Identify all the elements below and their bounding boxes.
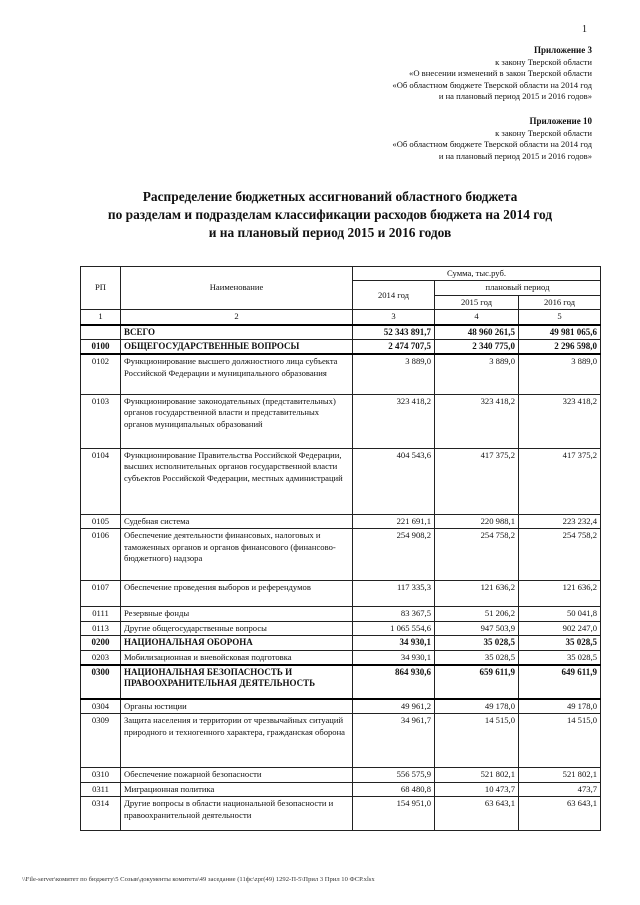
- appendix-10-line: «Об областном бюджете Тверской области на 2014 год: [392, 139, 592, 150]
- row-value-2015: 10 473,7: [435, 782, 519, 796]
- row-value-2014: 864 930,6: [353, 665, 435, 699]
- appendix-3-header: [392, 45, 592, 103]
- row-value-2015: 49 178,0: [435, 699, 519, 714]
- row-code: 0105: [81, 514, 121, 528]
- row-code: 0300: [81, 665, 121, 699]
- row-value-2016: 2 296 598,0: [519, 340, 601, 355]
- row-value-2014: 52 343 891,7: [353, 325, 435, 340]
- row-value-2014: 1 065 554,6: [353, 621, 435, 635]
- column-index: 4: [435, 310, 519, 325]
- table-row: [81, 782, 601, 796]
- appendix-10-header: [392, 116, 592, 162]
- row-value-2016: 63 643,1: [519, 797, 601, 831]
- row-code: 0304: [81, 699, 121, 714]
- row-value-2015: 48 960 261,5: [435, 325, 519, 340]
- row-value-2016: 3 889,0: [519, 354, 601, 394]
- table-row: [81, 340, 601, 355]
- row-value-2016: 50 041,8: [519, 607, 601, 621]
- row-value-2015: 417 375,2: [435, 448, 519, 514]
- row-code: 0107: [81, 581, 121, 607]
- row-code: 0104: [81, 448, 121, 514]
- row-name: Другие вопросы в области национальной безопасности и правоохранительной деятельности: [121, 797, 353, 831]
- table-row: [81, 325, 601, 340]
- row-name: Резервные фонды: [121, 607, 353, 621]
- row-code: 0100: [81, 340, 121, 355]
- row-code: 0203: [81, 650, 121, 665]
- table-row: [81, 529, 601, 581]
- row-value-2014: 221 691,1: [353, 514, 435, 528]
- appendix-10-title: Приложение 10: [529, 116, 592, 126]
- row-value-2015: 323 418,2: [435, 394, 519, 448]
- row-value-2016: 473,7: [519, 782, 601, 796]
- budget-table: [80, 266, 601, 831]
- row-value-2015: 2 340 775,0: [435, 340, 519, 355]
- row-value-2015: 220 988,1: [435, 514, 519, 528]
- row-value-2016: 49 178,0: [519, 699, 601, 714]
- row-value-2014: 117 335,3: [353, 581, 435, 607]
- row-value-2015: 254 758,2: [435, 529, 519, 581]
- table-row: [81, 797, 601, 831]
- column-index: 3: [353, 310, 435, 325]
- row-value-2016: 417 375,2: [519, 448, 601, 514]
- row-value-2015: 14 515,0: [435, 714, 519, 768]
- header-2015: 2015 год: [435, 295, 519, 309]
- row-name: Другие общегосударственные вопросы: [121, 621, 353, 635]
- row-value-2016: 649 611,9: [519, 665, 601, 699]
- table-row: [81, 607, 601, 621]
- table-row: [81, 665, 601, 699]
- row-value-2014: 68 480,8: [353, 782, 435, 796]
- table-body: [81, 325, 601, 831]
- row-name: Обеспечение деятельности финансовых, налоговых и таможенных органов и органов финансового (финансово-бюджетного) надзора: [121, 529, 353, 581]
- column-index-row: [81, 310, 601, 325]
- table-row: [81, 581, 601, 607]
- table-row: [81, 514, 601, 528]
- appendix-3-line: к закону Тверской области: [495, 56, 592, 67]
- header-rp: РП: [81, 267, 121, 310]
- row-code: 0310: [81, 768, 121, 782]
- row-value-2015: 121 636,2: [435, 581, 519, 607]
- table-row: [81, 699, 601, 714]
- header-2016: 2016 год: [519, 295, 601, 309]
- row-value-2015: 521 802,1: [435, 768, 519, 782]
- row-value-2014: 83 367,5: [353, 607, 435, 621]
- row-value-2014: 2 474 707,5: [353, 340, 435, 355]
- column-index: 5: [519, 310, 601, 325]
- row-value-2015: 947 503,9: [435, 621, 519, 635]
- row-name: Судебная система: [121, 514, 353, 528]
- row-name: НАЦИОНАЛЬНАЯ БЕЗОПАСНОСТЬ И ПРАВООХРАНИТЕЛЬНАЯ ДЕЯТЕЛЬНОСТЬ: [121, 665, 353, 699]
- row-value-2016: 35 028,5: [519, 650, 601, 665]
- table-row: [81, 768, 601, 782]
- row-value-2016: 323 418,2: [519, 394, 601, 448]
- row-code: 0314: [81, 797, 121, 831]
- row-code: 0102: [81, 354, 121, 394]
- row-value-2015: 35 028,5: [435, 650, 519, 665]
- row-value-2016: 14 515,0: [519, 714, 601, 768]
- row-value-2015: 35 028,5: [435, 636, 519, 650]
- row-value-2015: 659 611,9: [435, 665, 519, 699]
- row-value-2014: 34 961,7: [353, 714, 435, 768]
- row-code: 0111: [81, 607, 121, 621]
- appendix-10-line: к закону Тверской области: [495, 127, 592, 138]
- file-path-footer: \\File-server\комитет по бюджету\5 Созыв\документы комитета\49 заседание (11фс\zpr(49) 1292-П-5\Прил 3 Прил 10 ФСР.xlsx: [22, 876, 375, 883]
- row-value-2015: 51 206,2: [435, 607, 519, 621]
- header-sum: Сумма, тыс.руб.: [353, 267, 601, 281]
- row-name: Органы юстиции: [121, 699, 353, 714]
- column-index: 1: [81, 310, 121, 325]
- row-value-2016: 121 636,2: [519, 581, 601, 607]
- row-name: ВСЕГО: [121, 325, 353, 340]
- row-name: Защита населения и территории от чрезвычайных ситуаций природного и техногенного характера, гражданская оборона: [121, 714, 353, 768]
- row-name: Обеспечение проведения выборов и референдумов: [121, 581, 353, 607]
- row-value-2014: 154 951,0: [353, 797, 435, 831]
- row-value-2014: 49 961,2: [353, 699, 435, 714]
- appendix-3-line: и на плановый период 2015 и 2016 годов»: [438, 91, 592, 102]
- row-code: [81, 325, 121, 340]
- table-row: [81, 636, 601, 650]
- table-row: [81, 650, 601, 665]
- row-name: Мобилизационная и вневойсковая подготовка: [121, 650, 353, 665]
- row-name: Миграционная политика: [121, 782, 353, 796]
- title-line: по разделам и подразделам классификации расходов бюджета на 2014 год: [107, 207, 553, 222]
- table-row: [81, 714, 601, 768]
- row-value-2014: 404 543,6: [353, 448, 435, 514]
- row-value-2015: 63 643,1: [435, 797, 519, 831]
- header-2014: 2014 год: [353, 281, 435, 310]
- row-code: 0309: [81, 714, 121, 768]
- row-code: 0106: [81, 529, 121, 581]
- row-value-2016: 49 981 065,6: [519, 325, 601, 340]
- row-value-2014: 556 575,9: [353, 768, 435, 782]
- title-line: Распределение бюджетных ассигнований областного бюджета: [142, 189, 518, 204]
- row-name: НАЦИОНАЛЬНАЯ ОБОРОНА: [121, 636, 353, 650]
- appendix-3-line: «О внесении изменений в закон Тверской области: [409, 68, 592, 79]
- row-code: 0311: [81, 782, 121, 796]
- document-title: [60, 188, 600, 242]
- row-value-2014: 34 930,1: [353, 636, 435, 650]
- appendix-3-title: Приложение 3: [533, 45, 592, 55]
- row-name: ОБЩЕГОСУДАРСТВЕННЫЕ ВОПРОСЫ: [121, 340, 353, 355]
- header-planned-period: плановый период: [435, 281, 601, 295]
- table-row: [81, 448, 601, 514]
- row-value-2014: 3 889,0: [353, 354, 435, 394]
- appendix-3-line: «Об областном бюджете Тверской области на 2014 год: [392, 79, 592, 90]
- header-name: Наименование: [121, 267, 353, 310]
- row-value-2014: 323 418,2: [353, 394, 435, 448]
- table-header: [81, 267, 601, 325]
- row-value-2016: 223 232,4: [519, 514, 601, 528]
- row-value-2014: 34 930,1: [353, 650, 435, 665]
- column-index: 2: [121, 310, 353, 325]
- title-line: и на плановый период 2015 и 2016 годов: [208, 225, 452, 240]
- row-code: 0113: [81, 621, 121, 635]
- appendix-10-line: и на плановый период 2015 и 2016 годов»: [438, 150, 592, 161]
- row-name: Функционирование высшего должностного лица субъекта Российской Федерации и муниципального образования: [121, 354, 353, 394]
- row-code: 0200: [81, 636, 121, 650]
- row-code: 0103: [81, 394, 121, 448]
- row-name: Функционирование законодательных (представительных) органов государственной власти и представительных органов муниципальных образований: [121, 394, 353, 448]
- row-value-2016: 254 758,2: [519, 529, 601, 581]
- row-value-2016: 521 802,1: [519, 768, 601, 782]
- row-name: Функционирование Правительства Российской Федерации, высших исполнительных органов государственной власти субъектов Российской Федерации, местных администраций: [121, 448, 353, 514]
- row-value-2014: 254 908,2: [353, 529, 435, 581]
- row-value-2016: 902 247,0: [519, 621, 601, 635]
- page-number: 1: [582, 24, 587, 35]
- row-value-2015: 3 889,0: [435, 354, 519, 394]
- row-name: Обеспечение пожарной безопасности: [121, 768, 353, 782]
- table-row: [81, 621, 601, 635]
- row-value-2016: 35 028,5: [519, 636, 601, 650]
- table-row: [81, 354, 601, 394]
- table-row: [81, 394, 601, 448]
